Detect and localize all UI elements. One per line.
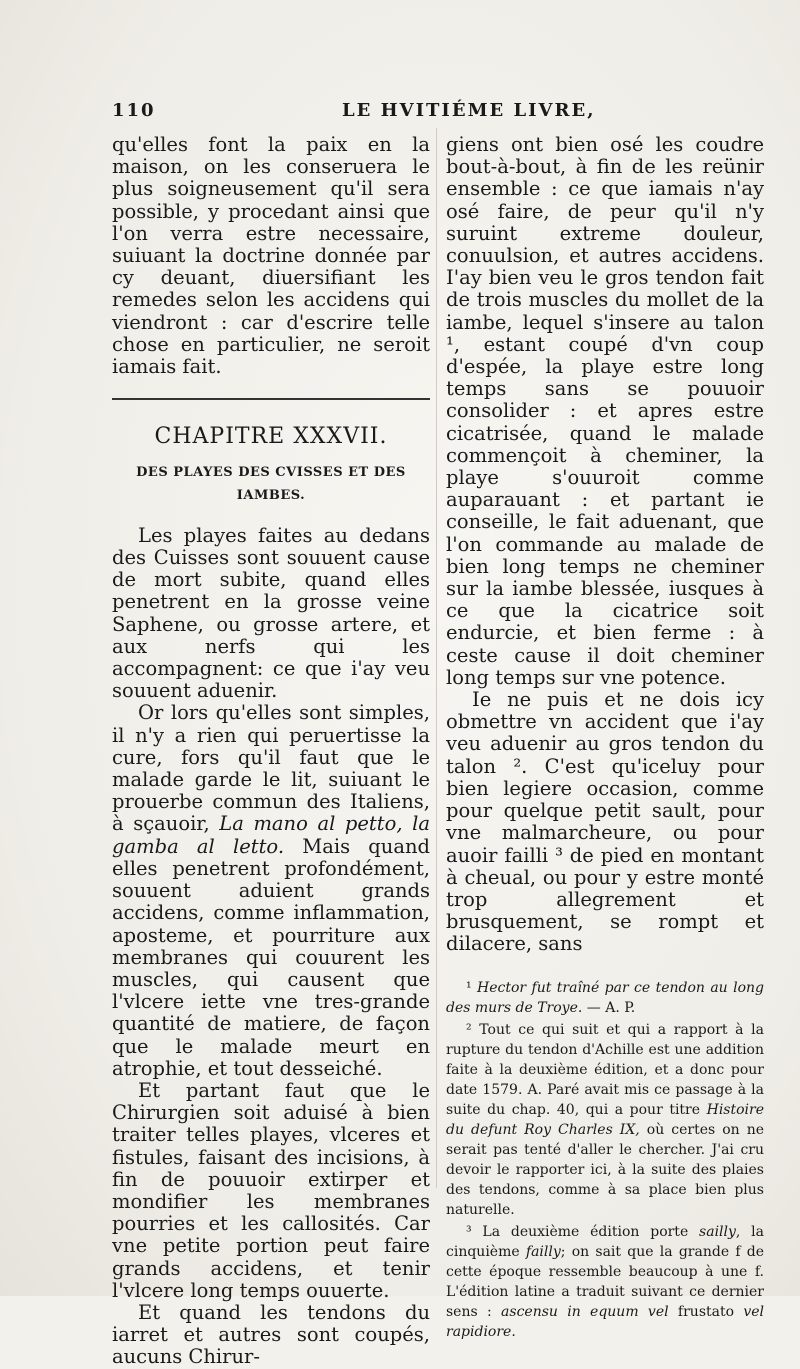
chapter-title: CHAPITRE XXXVII.: [154, 424, 388, 450]
footnote-2: [446, 1020, 764, 1220]
text-run: Mais quand elles penetrent profondément, souuent aduient grands accidens, comme inflammation, aposteme, et pourriture aux membranes qui couurent les muscles, qui causent que l'vlcere iette vne tres-grande quantité de matiere, de façon que le malade meurt en atrophie, et tout desseiché.: [112, 834, 431, 1080]
running-title: LE HVITIÉME LIVRE,: [342, 100, 596, 121]
paragraph: giens ont bien osé les coudre bout-à-bout, à fin de les reünir ensemble : ce que iamais n'ay osé faire, de peur qu'il n'y suruint extreme douleur, conuulsion, et autres accidens. I'ay bien veu le gros tendon fait de trois muscles du mollet de la iambe, lequel s'insere au talon ¹, estant coupé d'vn coup d'espée, la playe estre long temps sans se pouuoir consolider : et apres estre cicatrisée, quand le malade commençoit à cheminer, la playe s'ouuroit comme auparauant : et partant ie conseille, le fait aduenant, que l'on commande au malade de bien long temps ne cheminer sur la iambe blessée, iusques à ce que la cicatrice soit endurcie, et bien ferme : à ceste cause il doit cheminer long temps sur vne potence.: [446, 133, 764, 689]
footnote-marker: ¹: [466, 979, 472, 996]
text-run: ² Tout ce qui suit et qui a rapport à la rupture du tendon d'Achille est une addition faite à la deuxième édition, et a donc pour date 1579. A. Paré avait mis ce passage à la suite du chap. 40, qui a pour titre: [446, 1021, 764, 1118]
paragraph: Ie ne puis et ne dois icy obmettre vn accident que i'ay veu aduenir au gros tendon du talon ². C'est qu'iceluy pour bien legiere occasion, comme pour quelque petit sault, pour vne malmarcheure, ou pour auoir failli ³ de pied en montant à cheual, ou pour y estre monté trop allegrement et brusquement, se rompt et dilacere, sans: [446, 688, 764, 956]
italic-text: Histoire du defunt Roy Charles IX,: [446, 1101, 764, 1138]
paragraph: Et partant faut que le Chirurgien soit aduisé à bien traiter telles playes, vlceres et fistules, faisant des incisions, à fin de pouuoir extirper et mondifier les membranes pourries et les callosités. Car vne petite portion peut faire grands accidens, et tenir l'vlcere long temps ouuerte.: [112, 1078, 430, 1302]
chapter-subtitle: DES PLAYES DES CVISSES ET DES IAMBES.: [136, 465, 406, 503]
italic-text: vel rapidiore.: [446, 1303, 765, 1340]
paragraph: Les playes faites au dedans des Cuisses sont souuent cause de mort subite, quand elles penetrent en la grosse veine Saphene, ou grosse artere, et aux nerfs qui les accompagnent: ce que i'ay veu souuent aduenir.: [112, 523, 430, 703]
text-run: où certes on ne serait pas tenté d'aller le chercher. J'ai cru devoir le rapporter ici, à la suite des plaies des tendons, comme à sa place bien plus naturelle.: [446, 1121, 764, 1218]
right-column: [446, 134, 764, 1344]
text-run: frustato: [677, 1303, 735, 1320]
chapter-rule: [112, 398, 430, 400]
column-divider: [436, 128, 437, 1188]
text-run: ; on sait que la grande f de cette époque ressemble beaucoup à une f. L'édition latine a traduit suivant ce dernier sens :: [446, 1243, 765, 1320]
italic-text: sailly: [699, 1223, 736, 1240]
page-number: 110: [112, 100, 156, 121]
left-column: [112, 134, 430, 1369]
text-run: — A. P.: [586, 999, 636, 1016]
text-run: , la cinquième: [446, 1223, 765, 1260]
italic-quote: La mano al petto, la gamba al letto.: [112, 812, 430, 858]
page-header: [112, 100, 712, 130]
footnote-1: [446, 978, 764, 1018]
italic-text: failly: [525, 1243, 561, 1260]
italic-text: ascensu in equum vel: [501, 1303, 669, 1320]
paragraph: [112, 702, 430, 1079]
continuation-paragraph: qu'elles font la paix en la maison, on les conseruera le plus soigneusement qu'il sera possible, y procedant ainsi que l'on verra estre necessaire, suiuant la doctrine donnée par cy deuant, diuersifiant les remedes selon les accidens qui viendront : car d'escrire telle chose en particulier, ne seroit iamais fait.: [112, 133, 430, 379]
text-run: Or lors qu'elles sont simples, il n'y a rien qui peruertisse la cure, fors qu'il faut que le malade garde le lit, suiuant le prouerbe commun des Italiens, à sçauoir,: [112, 701, 430, 836]
footnote-3: [446, 1222, 764, 1342]
italic-text: Hector fut traîné par ce tendon au long des murs de Troye.: [446, 979, 764, 1016]
paragraph: Et quand les tendons du iarret et autres sont coupés, aucuns Chirur-: [112, 1300, 430, 1369]
text-run: ³ La deuxième édition porte: [466, 1223, 689, 1240]
footnotes: [446, 978, 764, 1342]
